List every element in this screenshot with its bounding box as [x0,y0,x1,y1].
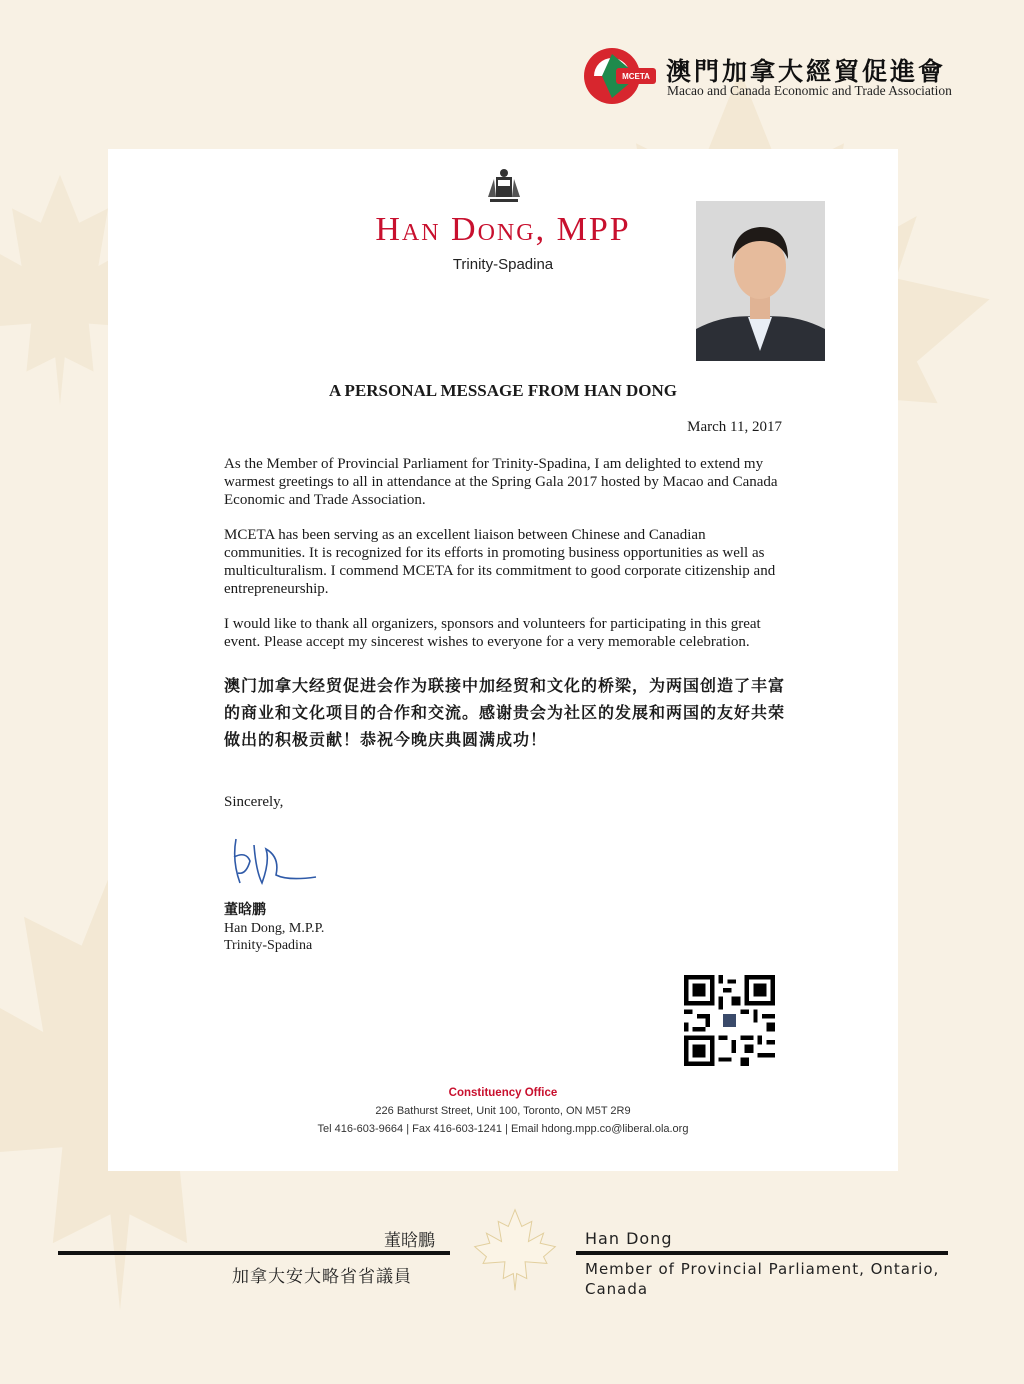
closing-text: Sincerely, [224,794,284,810]
footer-english-name: Han Dong [585,1229,673,1248]
footer-chinese-title: 加拿大安大略省省議員 [232,1267,412,1287]
riding-subtitle: Trinity-Spadina [452,256,554,273]
footer-divider-left [58,1251,450,1255]
letter-paragraph: MCETA has been serving as an excellent liaison between Chinese and Canadian communities. It is recognized for its efforts in promoting business opportunities as well as multiculturalism. I commend MCETA for its commitment to good corporate citizenship and entrepreneurship. [224,527,776,597]
letter-paragraph: As the Member of Provincial Parliament for Trinity-Spadina, I am delighted to extend my warmest greetings to all in attendance at the Spring Gala 2017 hosted by Macao and Canada Economic and Trade Association. [224,456,778,508]
letter-chinese-paragraph: 澳门加拿大经贸促进会作为联接中加经贸和文化的桥梁，为两国创造了丰富的商业和文化项目的合作和交流。感谢贵会为社区的发展和两国的友好共荣做出的积极贡献！恭祝今晚庆典圆满成功！ [224,676,786,749]
letter-date: March 11, 2017 [687,419,782,435]
portrait-photo [696,201,825,361]
org-name-chinese: 澳門加拿大經貿促進會 [666,57,947,86]
constituency-office-title: Constituency Office [448,1087,558,1099]
office-address: 226 Bathurst Street, Unit 100, Toronto, ON M5T 2R9 [375,1105,631,1117]
maple-leaf-icon [462,1208,568,1292]
svg-text:MCETA: MCETA [622,72,650,81]
letter-sheet [108,149,898,1171]
handwritten-signature [226,831,326,891]
footer-chinese-name: 董晗鵬 [384,1231,435,1251]
letter-title: A PERSONAL MESSAGE FROM HAN DONG [328,381,678,400]
signer-riding: Trinity-Spadina [224,938,313,953]
ontario-crest-icon [484,167,524,207]
footer-english-title: Member of Provincial Parliament, Ontario, Canada [585,1260,940,1298]
footer-divider-right [576,1251,948,1255]
office-contact: Tel 416-603-9664 | Fax 416-603-1241 | Email hdong.mpp.co@liberal.ola.org [317,1123,689,1135]
qr-code [684,975,775,1066]
letter-paragraph: I would like to thank all organizers, sponsors and volunteers for participating in this great event. Please accept my sincerest wishes to everyone for a very memorable celebration. [224,616,761,650]
org-name-english: Macao and Canada Economic and Trade Association [667,83,952,98]
mpp-name-heading: Han Dong, MPP [375,211,631,248]
signer-name: Han Dong, M.P.P. [224,921,325,936]
signer-chinese-name: 董晗鹏 [224,902,266,918]
mceta-logo [582,46,660,106]
